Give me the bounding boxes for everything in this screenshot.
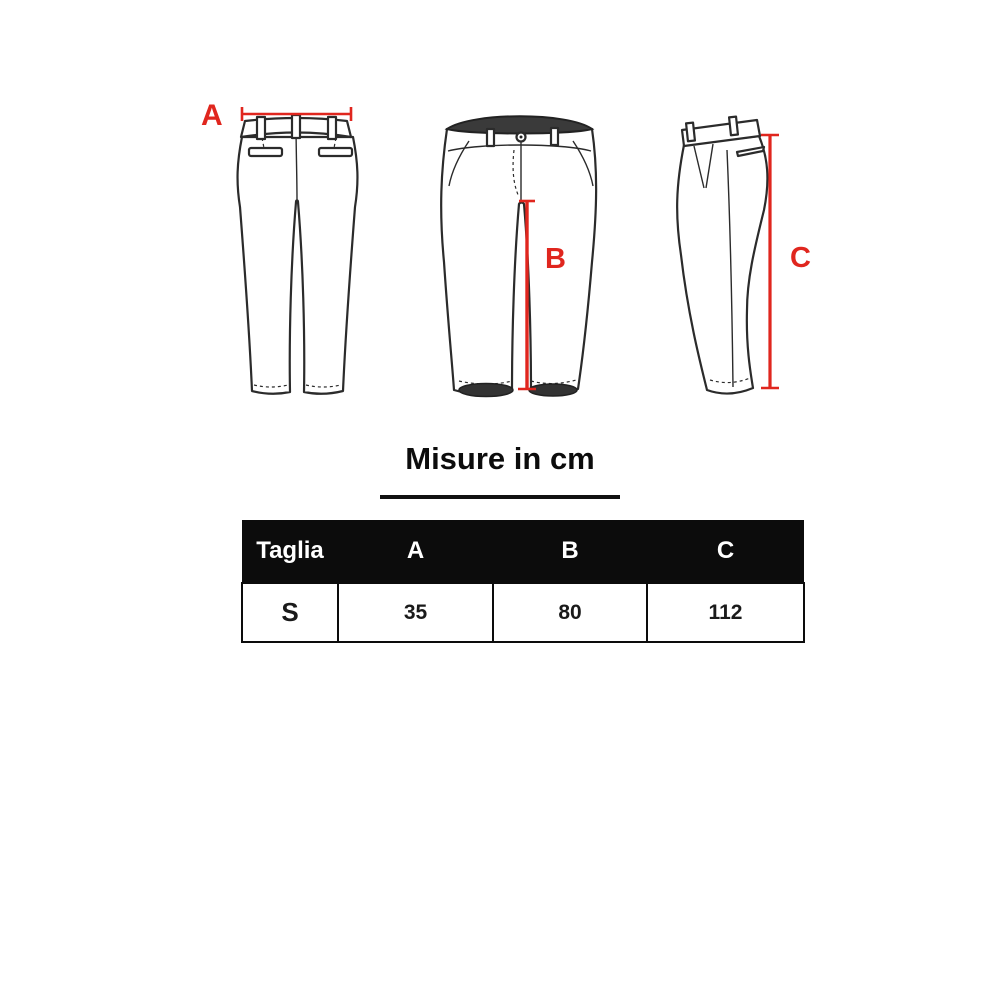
page-title: Misure in cm — [405, 441, 595, 476]
header-a: A — [406, 537, 425, 564]
measure-label-b: B — [545, 243, 566, 275]
header-taglia: Taglia — [256, 537, 324, 564]
size-table-header-row — [242, 520, 804, 583]
hem-opening — [529, 384, 577, 396]
cell-b-value: 80 — [493, 583, 647, 642]
header-b: B — [561, 537, 579, 564]
measure-label-c: C — [790, 242, 811, 274]
cell-a-value: 35 — [338, 583, 493, 642]
pants-front-view-drawing — [430, 100, 620, 410]
belt-loop — [292, 115, 300, 138]
cell-taglia-s: S — [242, 583, 338, 642]
pants-back-body — [238, 121, 358, 394]
size-table-row-s — [242, 583, 804, 642]
pants-front-body — [441, 129, 596, 395]
waist-button-center — [520, 136, 523, 139]
belt-loop — [257, 117, 265, 139]
waistband-inside — [447, 116, 592, 133]
belt-loop — [686, 123, 695, 142]
belt-loop — [487, 129, 494, 146]
pants-back-waistband — [241, 115, 351, 139]
size-table — [241, 520, 805, 643]
welt-pocket — [249, 148, 282, 156]
belt-loop — [551, 128, 558, 145]
welt-pocket — [319, 148, 352, 156]
pants-side-body — [677, 136, 767, 394]
belt-loop — [729, 117, 738, 136]
hem-opening — [459, 384, 513, 397]
header-c: C — [716, 537, 735, 564]
cell-c-value: 112 — [647, 583, 804, 642]
belt-loop — [328, 117, 336, 139]
title-underline — [380, 495, 620, 499]
measure-label-a: A — [201, 99, 223, 132]
